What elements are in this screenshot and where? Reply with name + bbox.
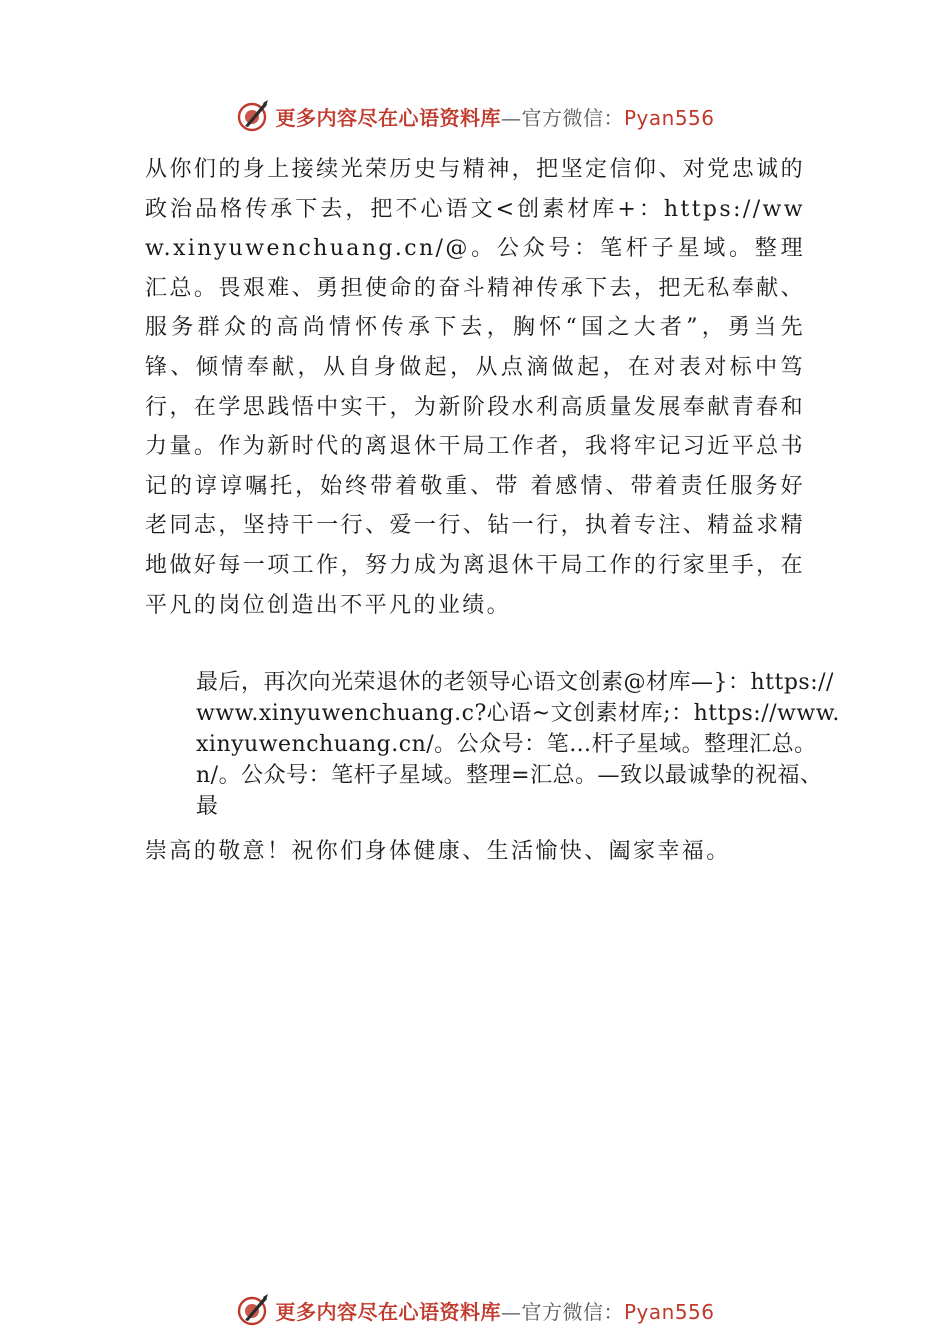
- quill-pen-circle-icon: [235, 1292, 271, 1328]
- header-wechat-label: —官方微信：: [500, 105, 624, 130]
- page-footer-banner: [0, 1290, 950, 1330]
- header-text: [275, 102, 714, 131]
- body-paragraph-2: 最后，再次向光荣退休的老领导心语文创素@材库—}：https://www.xinyuwenchuang.c?心语~文创素材库;：https://www.xinyuwenchuang.cn/。公众号：笔…杆子星域。整理汇总。n/。公众号：笔杆子星域。整理=汇总。—致以最诚挚的祝福、最: [196, 670, 840, 819]
- page-header-banner: [0, 96, 950, 136]
- footer-text: [275, 1296, 714, 1325]
- body-paragraph-3: 崇高的敬意！祝你们身体健康、生活愉快、阖家幸福。: [145, 839, 731, 864]
- footer-site-name: 更多内容尽在心语资料库: [275, 1299, 501, 1324]
- body-paragraph-1: 从你们的身上接续光荣历史与精神，把坚定信仰、对党忠诚的政治品格传承下去，把不心语文<创素材库+：https://www.xinyuwenchuang.cn/@。公众号：笔杆子星域。整理汇总。畏艰难、勇担使命的奋斗精神传承下去，把无私奉献、服务群众的高尚情怀传承下去，胸怀“国之大者”，勇当先锋、倾情奉献，从自身做起，从点滴做起，在对表对标中笃行，在学思践悟中实干，为新阶段水利高质量发展奉献青春和力量。作为新时代的离退休干局工作者，我将牢记习近平总书记的谆谆嘱托，始终带着敬重、带 着感情、带着责任服务好老同志，坚持干一行、爱一行、钻一行，执着专注、精益求精地做好每一项工作，努力成为离退休干局工作的行家里手，在平凡的岗位创造出不平凡的业绩。: [145, 157, 805, 618]
- footer-wechat-label: —官方微信：: [500, 1299, 624, 1324]
- header-site-name: 更多内容尽在心语资料库: [275, 105, 501, 130]
- footer-wechat-handle: Pyan556: [623, 1299, 715, 1324]
- quill-pen-circle-icon: [235, 98, 271, 134]
- header-wechat-handle: Pyan556: [623, 105, 715, 130]
